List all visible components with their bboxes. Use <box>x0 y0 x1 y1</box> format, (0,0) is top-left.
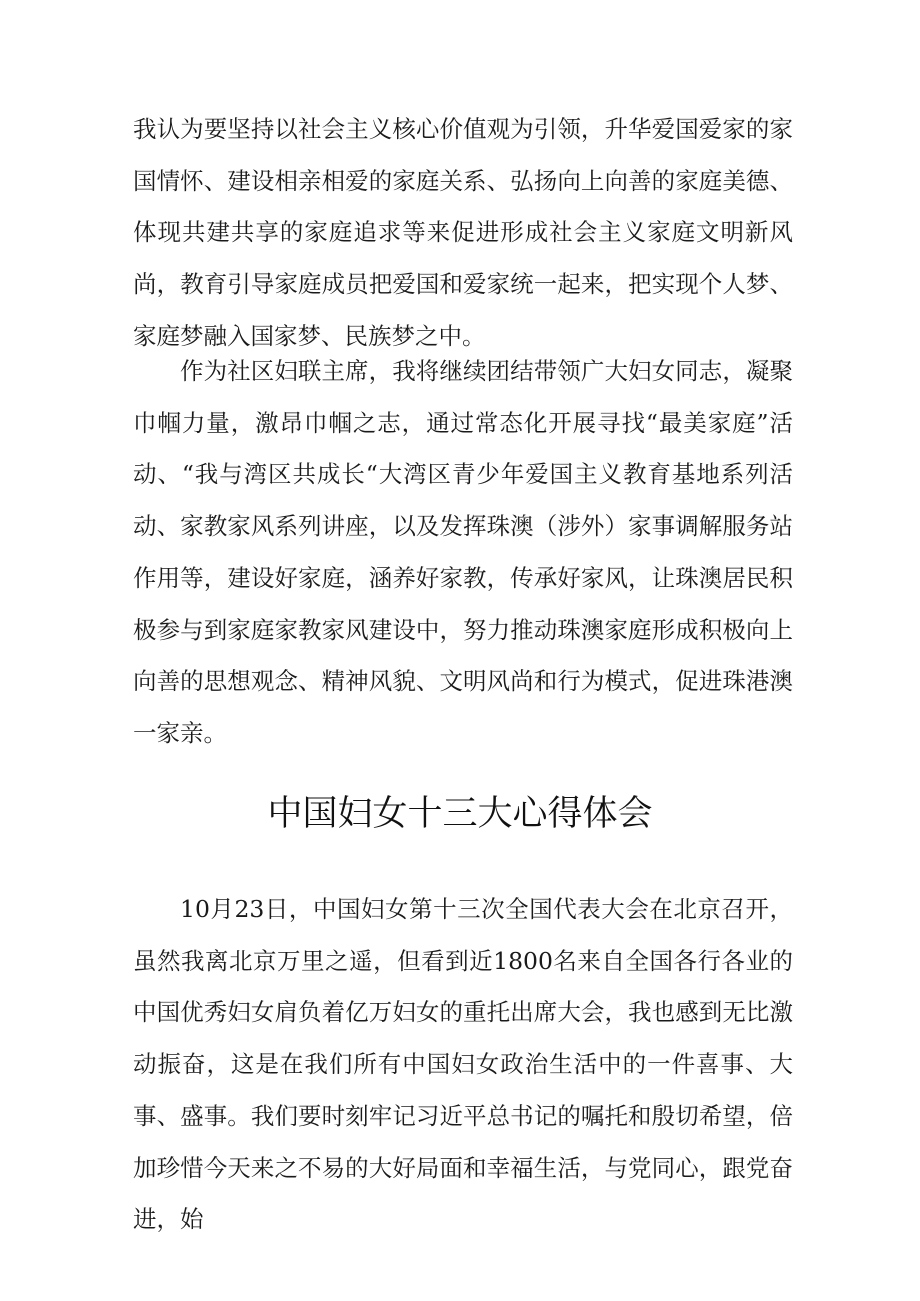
section-title: 中国妇女十三大心得体会 <box>267 794 653 834</box>
paragraph-family-values: 我认为要坚持以社会主义核心价值观为引领，升华爱国爱家的家国情怀、建设相亲相爱的家庭关系、弘扬向上向善的家庭美德、体现共建共享的家庭追求等来促进形成社会主义家庭文明新风尚，教育引导家庭成员把爱国和爱家统一起来，把实现个人梦、家庭梦融入国家梦、民族梦之中。 <box>133 115 793 350</box>
paragraph-congress-opening: 10月23日，中国妇女第十三次全国代表大会在北京召开，虽然我离北京万里之遥，但看到近1800名来自全国各行各业的中国优秀妇女肩负着亿万妇女的重托出席大会，我也感到无比激动振奋，这是在我们所有中国妇女政治生活中的一件喜事、大事、盛事。我们要时刻牢记习近平总书记的嘱托和殷切希望，倍加珍惜今天来之不易的大好局面和幸福生活，与党同心，跟党奋进，始 <box>133 895 793 1234</box>
paragraph-community-federation: 作为社区妇联主席，我将继续团结带领广大妇女同志，凝聚巾帼力量，激昂巾帼之志，通过常态化开展寻找“最美家庭”活动、“我与湾区共成长“大湾区青少年爱国主义教育基地系列活动、家教家风系列讲座，以及发挥珠澳（涉外）家事调解服务站作用等，建设好家庭，涵养好家教，传承好家风，让珠澳居民积极参与到家庭家教家风建设中，努力推动珠澳家庭形成积极向上向善的思想观念、精神风貌、文明风尚和行为模式，促进珠港澳一家亲。 <box>133 357 793 747</box>
